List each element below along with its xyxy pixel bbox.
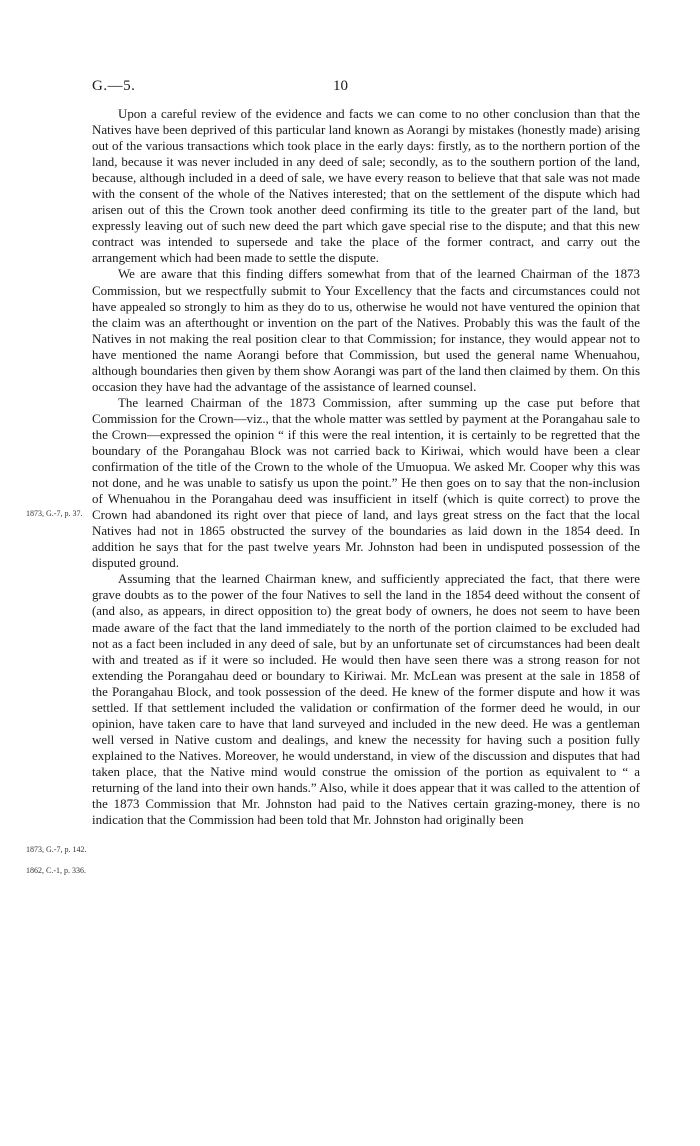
paragraph: The learned Chairman of the 1873 Commission, after summing up the case put before that Commission for the Crown—viz., that the whole matter was settled by payment at the Porangahau sale to the Crown—expressed the opinion “ if this were the real intention, it is certainly to be regretted that the boundary of the Porangahau Block was not carried back to Kiriwai, which would have been a clear confirmation of the title of the Crown to the whole of the Umuopua. We asked Mr. Cooper why this was not done, and he was unable to satisfy us upon the point.” He then goes on to say that the non-inclusion of Whenuahou in the Porangahau deed was insufficient in itself (which is quite correct) to prove the Crown had abandoned its right over that piece of land, and lays great stress on the fact that the local Natives had not in 1865 obstructed the survey of the boundaries as laid down in the 1854 deed. In addition he says that for the past twelve years Mr. Johnston had been in undisputed possession of the disputed ground. <box>92 394 640 571</box>
margin-note-citation: 1873, G.-7, p. 37. <box>26 509 83 518</box>
document-reference: G.—5. <box>92 78 136 94</box>
paragraph: Upon a careful review of the evidence and facts we can come to no other conclusion than that the Natives have been deprived of this particular land known as Aorangi by mistakes (honestly made) arising out of the various transactions which took place in the early days: firstly, as to the northern portion of the land, because it was never included in any deed of sale; secondly, as to the southern portion of the land, because, although included in a deed of sale, we have every reason to believe that that sale was not made with the consent of the whole of the Natives interested; that on the settlement of the dispute which had arisen out of this the Crown took another deed confirming its title to the greater part of the land, but expressly leaving out of such new deed the part which gave special rise to the dispute; and that this new contract was intended to supersede and take the place of the former contract, and carry out the arrangement which had been made to settle the dispute. <box>92 106 640 266</box>
margin-note-citation: 1862, C.-1, p. 336. <box>26 866 86 875</box>
paragraph: Assuming that the learned Chairman knew, and sufficiently appreciated the fact, that there were grave doubts as to the power of the four Natives to sell the land in the 1854 deed without the consent of (and also, as appears, in direct opposition to) the great body of owners, he does not seem to have been made aware of the fact that the land immediately to the north of the portion claimed to be excluded had not as a fact been included in any deed of sale, but by an unfortunate set of circumstances had been dealt with and treated as if it were so included. He would then have seen there was a strong reason for not extending the Porangahau deed or boundary to Kiriwai. Mr. McLean was present at the sale in 1858 of the Porangahau Block, and took possession of the deed. He knew of the former dispute and how it was settled. If that settlement included the validation or confirmation of the former deed he would, in our opinion, have taken care to have that land surveyed and included in the new deed. He was a gentleman well versed in Native custom and dealings, and knew the necessity for having such a position fully explained to the Natives. Moreover, he would understand, in view of the discussion and disputes that had taken place, that the Native mind would construe the omission of the portion as equivalent to “ a returning of the land into their own hands.” Also, while it does appear that it was called to the attention of the 1873 Commission that Mr. Johnston had paid to the Natives certain grazing-money, there is no indication that the Commission had been told that Mr. Johnston had originally been <box>92 571 640 828</box>
paragraph: We are aware that this finding differs somewhat from that of the learned Chairman of the 1873 Commission, but we respectfully submit to Your Excellency that the facts and circumstances could not have appealed so strongly to him as they do to us, otherwise he would not have ventured the opinion that the claim was an afterthought or invention on the part of the Natives. Probably this was the fault of the Natives in not making the real position clear to that Commission; for instance, they would appear not to have mentioned the name Aorangi before that Commission, but used the general name Whenuahou, although boundaries then given by them show Aorangi was part of the land then claimed by them. On this occasion they have had the advantage of the assistance of learned counsel. <box>92 266 640 394</box>
body-text <box>92 106 640 828</box>
page-header <box>92 78 640 100</box>
margin-note-citation: 1873, G.-7, p. 142. <box>26 845 87 854</box>
page-number: 10 <box>333 78 348 94</box>
